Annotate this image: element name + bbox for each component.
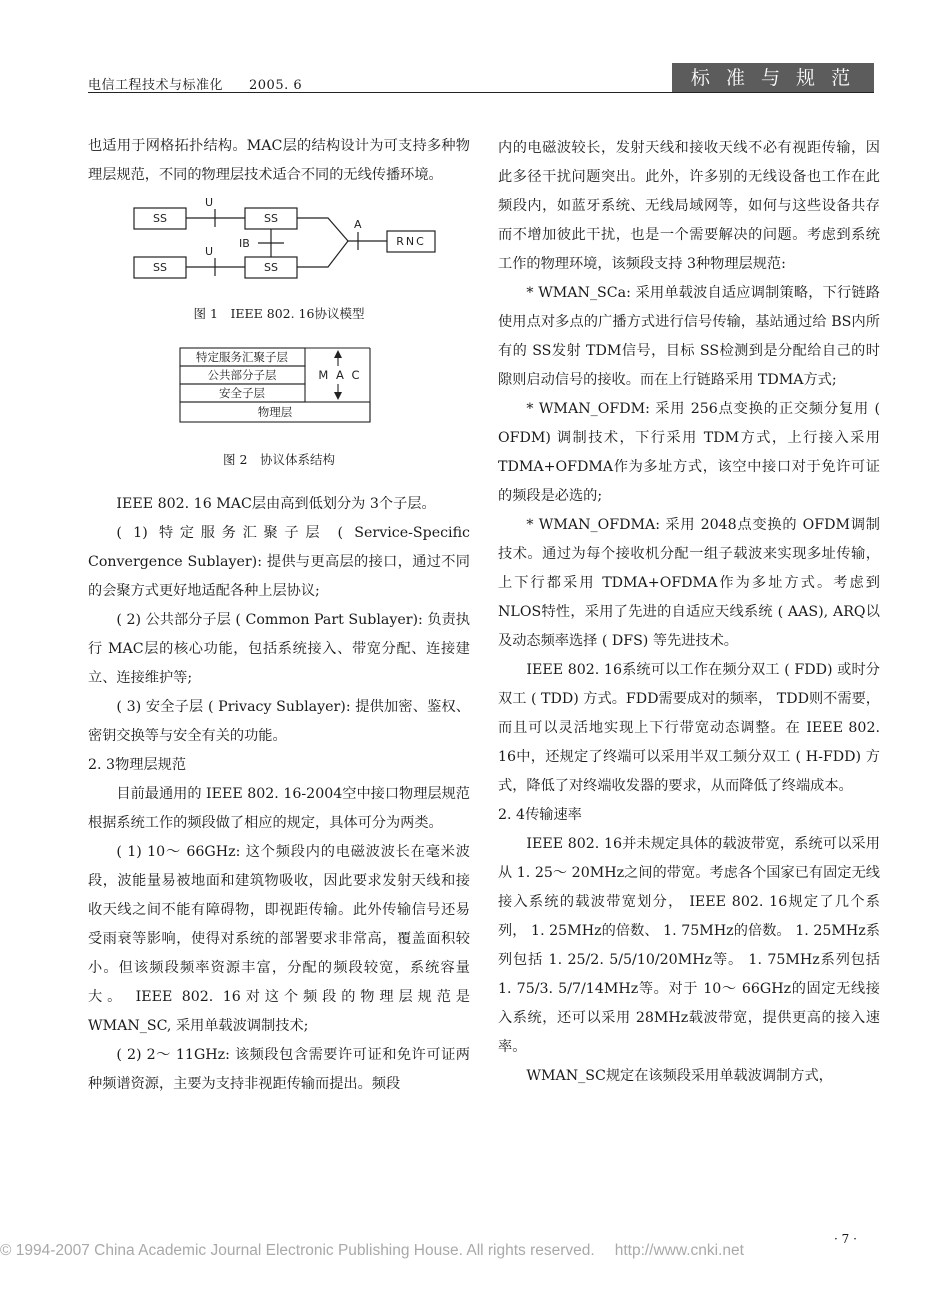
- sublayer-row: 特定服务汇聚子层: [196, 350, 288, 364]
- right-column: [498, 134, 880, 1091]
- body-paragraph: ( 1) 特定服务汇聚子层 ( Service-Specific Convergence Sublayer): 提供与更高层的接口，通过不同的会聚方式更好地适配各种上层协议;: [88, 525, 470, 599]
- copyright-footer: [0, 1242, 744, 1260]
- body-paragraph: ( 2) 公共部分子层 ( Common Part Sublayer): 负责执行 MAC层的核心功能，包括系统接入、带宽分配、连接建立、连接维护等;: [88, 612, 470, 686]
- ss-label: SS: [264, 261, 278, 274]
- protocol-architecture-diagram: [88, 338, 470, 448]
- ss-label: SS: [153, 212, 167, 225]
- body-paragraph: ( 1) 10～ 66GHz: 这个频段内的电磁波波长在毫米波段，波能量易被地面和建筑物吸收，因此要求发射天线和接收天线之间不能有障碍物，即视距传输。此外传输信号还易受雨衰等影响，使得对系统的部署要求非常高，覆盖面积较小。但该频段频率资源丰富，分配的频段较宽，系统容量大。 IEEE 802. 16对这个频段的物理层规范是 WMAN_SC, 采用单载波调制技术;: [88, 844, 470, 1034]
- u-label-top: U: [205, 196, 214, 209]
- journal-header: [88, 74, 302, 93]
- section-banner: 标 准 与 规 范: [672, 63, 874, 93]
- left-column: [88, 132, 470, 1099]
- issue-date: 2005. 6: [249, 78, 303, 93]
- section-heading: 2. 4传输速率: [498, 807, 582, 823]
- journal-name: 电信工程技术与标准化: [88, 78, 224, 93]
- intro-paragraph: 也适用于网格拓扑结构。MAC层的结构设计为可支持多种物理层规范，不同的物理层技术适合不同的无线传播环境。: [88, 138, 470, 183]
- figure-1-caption: 图 1 IEEE 802. 16协议模型: [193, 306, 365, 321]
- mac-label: M A C: [318, 368, 362, 382]
- body-paragraph: IEEE 802. 16 MAC层由高到低划分为 3个子层。: [116, 496, 436, 512]
- body-paragraph: IEEE 802. 16并未规定具体的载波带宽，系统可以采用从 1. 25～ 20MHz之间的带宽。考虑各个国家已有固定无线接入系统的载波带宽划分， IEEE 802. 16规定了几个系列， 1. 25MHz的倍数、 1. 75MHz的倍数。 1. 25MHz系列包括 1. 25/2. 5/5/10/20MHz等。 1. 75MHz系列包括 1. 75/3. 5/7/14MHz等。对于 10～ 66GHz的固定无线接入系统，还可以采用 28MHz载波带宽，提供更高的接入速率。: [498, 836, 880, 1055]
- page-number: · 7 ·: [834, 1232, 857, 1246]
- ss-label: SS: [153, 261, 167, 274]
- ib-label: IB: [239, 237, 250, 250]
- body-paragraph: IEEE 802. 16系统可以工作在频分双工 ( FDD) 或时分双工 ( TDD) 方式。FDD需要成对的频率， TDD则不需要，而且可以灵活地实现上下行带宽动态调整。在 IEEE 802. 16中，还规定了终端可以采用半双工频分双工 ( H-FDD) 方式，降低了对终端收发器的要求，从而降低了终端成本。: [498, 662, 880, 794]
- protocol-model-diagram: [88, 196, 470, 308]
- body-paragraph: 目前最通用的 IEEE 802. 16-2004空中接口物理层规范根据系统工作的频段做了相应的规定，具体可分为两类。: [88, 786, 470, 831]
- figure-2-caption: 图 2 协议体系结构: [223, 452, 335, 467]
- u-label-bottom: U: [205, 245, 214, 258]
- ss-label: SS: [264, 212, 278, 225]
- body-paragraph: * WMAN_OFDM: 采用 256点变换的正交频分复用 ( OFDM) 调制技术，下行采用 TDM方式，上行接入采用 TDMA+OFDMA作为多址方式，该空中接口对于免许可证的频段是必选的;: [498, 401, 880, 504]
- body-paragraph: WMAN_SC规定在该频段采用单载波调制方式，: [526, 1068, 833, 1084]
- body-paragraph: ( 3) 安全子层 ( Privacy Sublayer): 提供加密、鉴权、密钥交换等与安全有关的功能。: [88, 699, 470, 744]
- body-paragraph: * WMAN_OFDMA: 采用 2048点变换的 OFDM调制技术。通过为每个接收机分配一组子载波来实现多址传输，上下行都采用 TDMA+OFDMA作为多址方式。考虑到 NLOS特性，采用了先进的自适应天线系统 ( AAS), ARQ以及动态频率选择 ( DFS) 等先进技术。: [498, 517, 880, 649]
- figure-2: [88, 328, 470, 490]
- sublayer-row: 安全子层: [219, 386, 265, 400]
- header-rule: [88, 92, 874, 93]
- section-heading: 2. 3物理层规范: [88, 757, 187, 773]
- sublayer-row: 公共部分子层: [207, 368, 277, 382]
- body-paragraph: * WMAN_SCa: 采用单载波自适应调制策略，下行链路使用点对多点的广播方式进行信号传输，基站通过给 BS内所有的 SS发射 TDM信号，目标 SS检测到是分配给自己的时隙则启动信号的接收。而在上行链路采用 TDMA方式;: [498, 285, 880, 388]
- a-label: A: [354, 218, 362, 231]
- copyright-text: © 1994-2007 China Academic Journal Electronic Publishing House. All rights reserved.: [0, 1242, 595, 1259]
- body-paragraph: ( 2) 2～ 11GHz: 该频段包含需要许可证和免许可证两种频谱资源，主要为支持非视距传输而提出。频段: [88, 1047, 470, 1092]
- cnki-link[interactable]: http://www.cnki.net: [614, 1242, 744, 1259]
- rnc-label: RNC: [396, 235, 426, 248]
- figure-1: [88, 190, 470, 328]
- physical-layer-row: 物理层: [257, 405, 293, 419]
- body-paragraph: 内的电磁波较长，发射天线和接收天线不必有视距传输，因此多径干扰问题突出。此外，许多别的无线设备也工作在此频段内，如蓝牙系统、无线局域网等，如何与这些设备共存而不增加彼此干扰，也是一个需要解决的问题。考虑到系统工作的物理环境，该频段支持 3种物理层规范:: [498, 140, 880, 272]
